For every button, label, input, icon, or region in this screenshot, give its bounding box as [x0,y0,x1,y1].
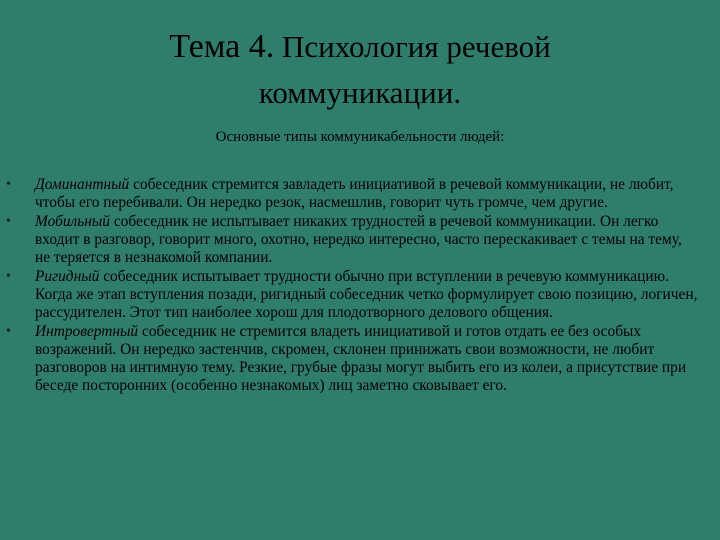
list-item [0,268,700,322]
item-term: Мобильный [35,213,110,230]
item-text: собеседник не испытывает никаких трудностей в речевой коммуникации. Он легко входит в разговор, говорит много, охотно, нередко интересно, часто перескакивает с темы на тему, не теряется в незнакомой компании. [35,213,682,266]
bullet-dot-icon: • [6,324,11,339]
bullet-list [0,176,700,396]
bullet-dot-icon: • [6,269,11,284]
item-text: собеседник не стремится владеть инициативой и готов отдать ее без особых возражений. Он нередко застенчив, скромен, склонен принижать свои возможности, не любит разговоров на интимную тему. Резкие, грубые фразы могут выбить его из колеи, а присутствие при беседе посторонних (особенно незнакомых) лиц заметно сковывает его. [35,323,687,394]
title-line-2: коммуникации. [258,75,462,110]
list-item [0,213,700,267]
item-term: Доминантный [35,176,130,193]
slide-subtitle: Основные типы коммуникабельности людей: [215,129,505,145]
item-term: Интровертный [35,323,139,340]
slide-title [60,24,660,116]
bullet-dot-icon: • [6,177,11,192]
title-line-1 [60,24,660,70]
list-item [0,176,700,212]
title-topic: Тема 4. [169,28,275,65]
list-item [0,323,700,395]
bullet-dot-icon: • [6,214,11,229]
item-text: собеседник стремится завладеть инициативой в речевой коммуникации, не любит, чтобы его перебивали. Он нередко резок, насмешлив, говорит чуть громче, чем другие. [35,176,674,211]
title-topic-name: Психология речевой [281,29,551,64]
item-text: собеседник испытывает трудности обычно при вступлении в речевую коммуникацию. Когда же этап вступления позади, ригидный собеседник четко формулирует свою позицию, логичен, рассудителен. Этот тип наиболее хорош для плодотворного делового общения. [35,268,698,321]
item-term: Ригидный [35,268,100,285]
